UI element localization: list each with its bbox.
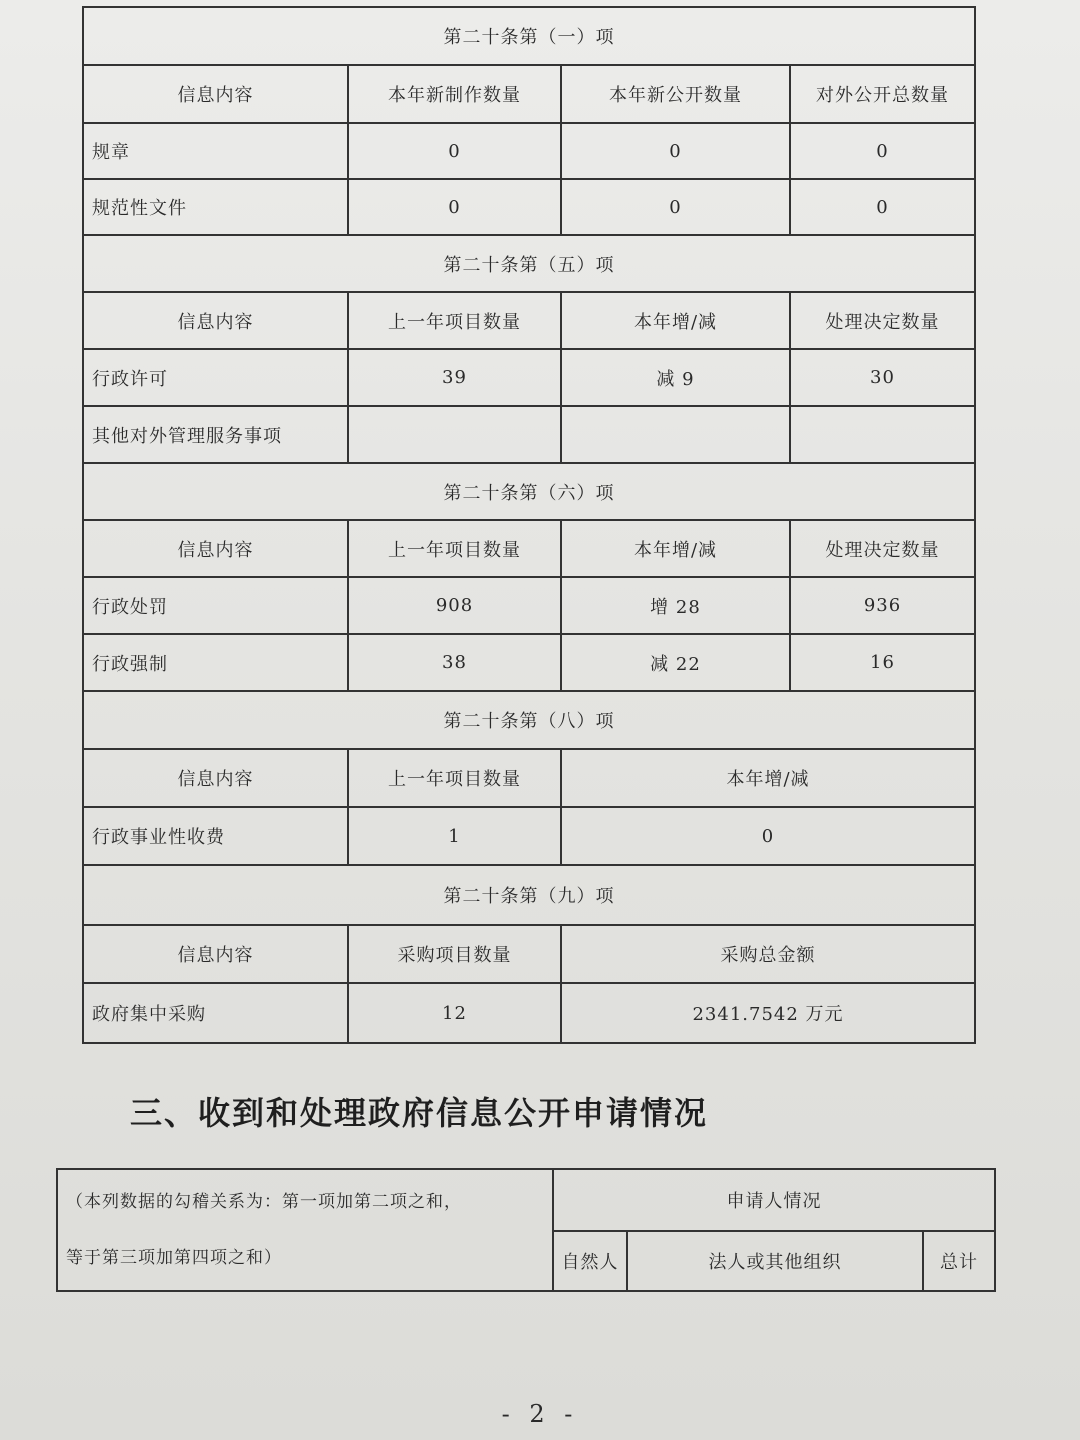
cell-value: 0 (561, 807, 975, 865)
cell-value: 38 (348, 634, 561, 691)
header-new-made: 本年新制作数量 (348, 65, 561, 123)
header-prev-year-count: 上一年项目数量 (348, 749, 561, 807)
header-prev-year-count: 上一年项目数量 (348, 292, 561, 349)
header-info-content: 信息内容 (83, 292, 348, 349)
note-line-2: 等于第三项加第四项之和） (66, 1248, 282, 1268)
cell-value: 2341.7542 万元 (561, 983, 975, 1043)
cell-value: 30 (790, 349, 975, 406)
header-new-published: 本年新公开数量 (561, 65, 790, 123)
section-title-art20-8: 第二十条第（八）项 (83, 691, 975, 749)
row-label: 行政事业性收费 (83, 807, 348, 865)
note-line-1: （本列数据的勾稽关系为：第一项加第二项之和， (66, 1192, 462, 1212)
table-row (83, 577, 975, 634)
header-info-content: 信息内容 (83, 749, 348, 807)
table-row (83, 123, 975, 179)
section-heading: 三、收到和处理政府信息公开申请情况 (130, 1094, 709, 1132)
table-row (83, 634, 975, 691)
header-info-content: 信息内容 (83, 925, 348, 983)
cell-value: 908 (348, 577, 561, 634)
header-info-content: 信息内容 (83, 65, 348, 123)
cell-value: 0 (790, 179, 975, 235)
header-change: 本年增/减 (561, 749, 975, 807)
col-natural-person: 自然人 (553, 1231, 627, 1291)
cell-value: 936 (790, 577, 975, 634)
table-row (83, 179, 975, 235)
section-title-art20-5: 第二十条第（五）项 (83, 235, 975, 292)
cell-value: 减 22 (561, 634, 790, 691)
cell-value: 39 (348, 349, 561, 406)
header-prev-year-count: 上一年项目数量 (348, 520, 561, 577)
cell-value: 增 28 (561, 577, 790, 634)
row-label: 规章 (83, 123, 348, 179)
cell-value (790, 406, 975, 463)
row-label: 规范性文件 (83, 179, 348, 235)
header-decision-count: 处理决定数量 (790, 520, 975, 577)
row-label: 其他对外管理服务事项 (83, 406, 348, 463)
cell-value (348, 406, 561, 463)
header-total-published: 对外公开总数量 (790, 65, 975, 123)
row-label: 政府集中采购 (83, 983, 348, 1043)
cell-value: 0 (348, 179, 561, 235)
cell-value: 0 (348, 123, 561, 179)
cell-value: 12 (348, 983, 561, 1043)
header-info-content: 信息内容 (83, 520, 348, 577)
row-label: 行政处罚 (83, 577, 348, 634)
table-row (83, 983, 975, 1043)
col-total: 总计 (923, 1231, 995, 1291)
header-change: 本年增/减 (561, 520, 790, 577)
section-title-art20-1: 第二十条第（一）项 (83, 7, 975, 65)
section-title-art20-6: 第二十条第（六）项 (83, 463, 975, 520)
header-purchase-count: 采购项目数量 (348, 925, 561, 983)
cell-value: 0 (790, 123, 975, 179)
row-label: 行政许可 (83, 349, 348, 406)
application-table (56, 1168, 996, 1292)
cell-value: 16 (790, 634, 975, 691)
page-number: - 2 - (501, 1400, 579, 1428)
cell-value: 减 9 (561, 349, 790, 406)
table-row (83, 406, 975, 463)
header-change: 本年增/减 (561, 292, 790, 349)
cell-value: 1 (348, 807, 561, 865)
cell-value: 0 (561, 179, 790, 235)
row-label: 行政强制 (83, 634, 348, 691)
cell-value: 0 (561, 123, 790, 179)
applicant-header: 申请人情况 (553, 1169, 995, 1231)
table-row (83, 807, 975, 865)
header-purchase-amount: 采购总金额 (561, 925, 975, 983)
table-row (83, 349, 975, 406)
section-title-art20-9: 第二十条第（九）项 (83, 865, 975, 925)
col-legal-entity: 法人或其他组织 (627, 1231, 923, 1291)
header-decision-count: 处理决定数量 (790, 292, 975, 349)
cell-value (561, 406, 790, 463)
reconciliation-note (57, 1169, 553, 1291)
disclosure-table (82, 6, 976, 1044)
